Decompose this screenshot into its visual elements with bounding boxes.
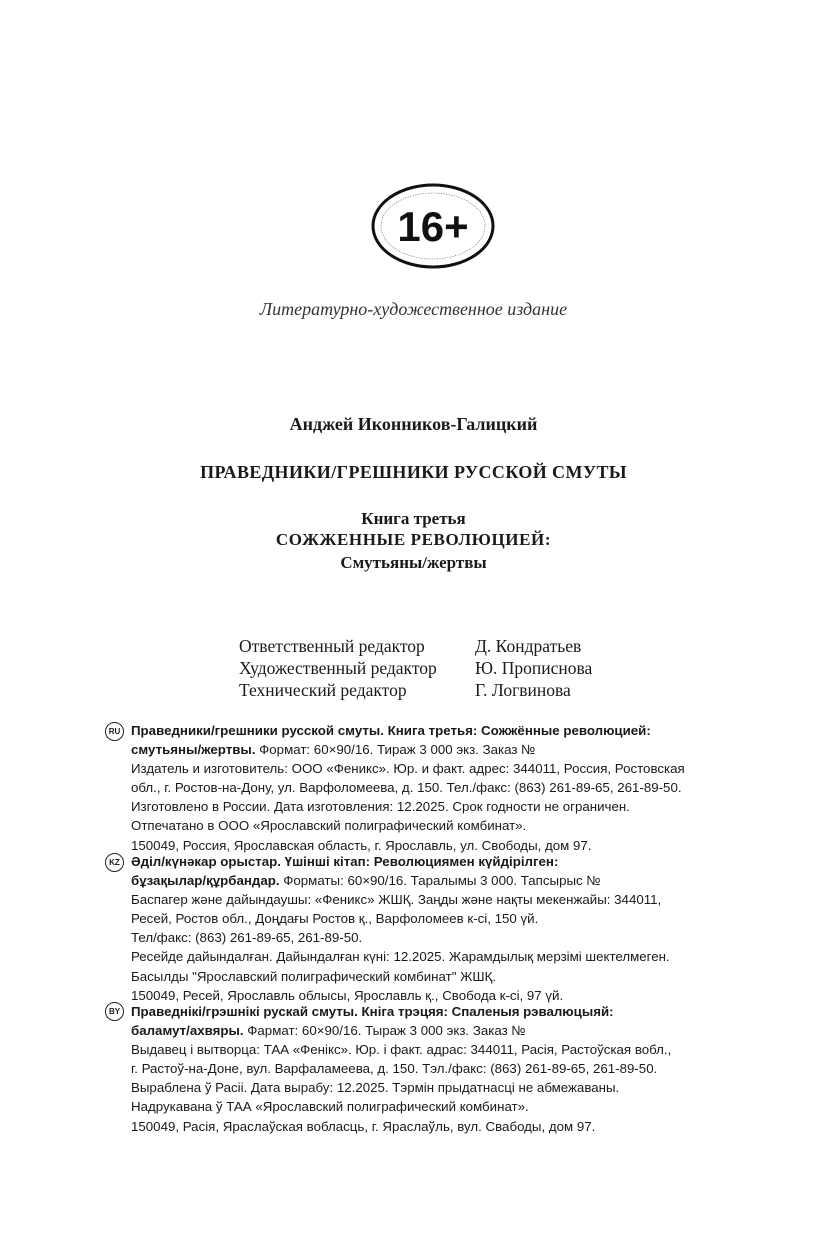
imprint-line: 150049, Россия, Ярославская область, г. Ярославль, ул. Свободы, дом 97.: [131, 837, 592, 853]
imprint-ru: [131, 721, 731, 855]
language-badge-ru: RU: [105, 722, 124, 741]
imprint-title-cont: бұзақылар/құрбандар.: [131, 873, 280, 889]
imprint-line: 150049, Ресей, Ярославль облысы, Ярославль қ., Свобода к-сі, 97 үй.: [131, 987, 564, 1003]
editor-row: [239, 679, 592, 701]
imprint-format: Формат: 60×90/16. Тираж 3 000 экз. Заказ №: [255, 742, 536, 758]
imprint-line: Басылды "Ярославский полиграфический комбинат" ЖШҚ.: [131, 968, 497, 984]
editor-row: [239, 657, 592, 679]
imprint-by: [131, 1002, 731, 1136]
imprint-line: Надрукавана ў ТАА «Ярославский полиграфический комбинат».: [131, 1099, 529, 1115]
series-title: ПРАВЕДНИКИ/ГРЕШНИКИ РУССКОЙ СМУТЫ: [200, 462, 627, 482]
imprint-line: Баспагер және дайындаушы: «Феникс» ЖШҚ. Заңды және нақты мекенжайы: 344011,: [131, 892, 662, 908]
age-rating-label: 16+: [397, 203, 469, 250]
imprint-title: Праведники/грешники русской смуты. Книга третья: Сожжённые революцией:: [131, 723, 651, 738]
imprint-line: Изготовлено в России. Дата изготовления: 12.2025. Срок годности не ограничен.: [131, 799, 630, 815]
imprint-title-cont: смутьяны/жертвы.: [131, 742, 256, 758]
language-badge-by: BY: [105, 1002, 124, 1021]
imprint-line: Ресейде дайындалған. Дайындалған күні: 12.2025. Жарамдылық мерзімі шектелмеген.: [131, 949, 670, 965]
editor-row: [239, 635, 592, 657]
imprint-kz: [131, 852, 731, 1005]
imprint-line: Тел/факс: (863) 261-89-65, 261-89-50.: [131, 930, 363, 946]
book-subtitle: Смутьяны/жертвы: [340, 553, 487, 572]
editor-role: Технический редактор: [239, 680, 407, 700]
imprint-line: 150049, Расія, Яраслаўская вобласць, г. Яраслаўль, вул. Свабоды, дом 97.: [131, 1118, 596, 1134]
imprint-line: обл., г. Ростов-на-Дону, ул. Варфоломеева, д. 150. Тел./факс: (863) 261-89-65, 261-89-50.: [131, 780, 682, 796]
imprint-title: Праведнікі/грэшнікі рускай смуты. Кніга трэцяя: Спаленыя рэвалюцыяй:: [131, 1004, 614, 1019]
imprint-format: Фармат: 60×90/16. Тыраж 3 000 экз. Заказ №: [243, 1023, 526, 1039]
imprint-line: Издатель и изготовитель: ООО «Феникс». Юр. и факт. адрес: 344011, Россия, Ростовская: [131, 761, 685, 777]
editor-name: Ю. Прописнова: [475, 658, 593, 678]
editor-name: Д. Кондратьев: [475, 636, 582, 656]
imprint-title-cont: баламут/ахвяры.: [131, 1023, 244, 1039]
author-name: Анджей Иконников-Галицкий: [289, 414, 538, 434]
age-rating-badge: [371, 183, 495, 269]
editor-role: Ответственный редактор: [239, 636, 425, 656]
imprint-line: г. Растоў-на-Доне, вул. Варфаламеева, д. 150. Тэл./факс: (863) 261-89-65, 261-89-50.: [131, 1061, 658, 1077]
book-title: СОЖЖЕННЫЕ РЕВОЛЮЦИЕЙ:: [275, 530, 552, 549]
language-badge-kz: KZ: [105, 853, 124, 872]
edition-type: Литературно-художественное издание: [259, 299, 568, 319]
imprint-line: Выраблена ў Расіі. Дата вырабу: 12.2025. Тэрмін прыдатнасці не абмежаваны.: [131, 1080, 620, 1096]
imprint-format: Форматы: 60×90/16. Таралымы 3 000. Тапсырыс №: [279, 873, 601, 889]
imprint-title: Әділ/күнәкар орыстар. Үшінші кітап: Революциямен күйдірілген:: [131, 854, 559, 869]
editor-role: Художественный редактор: [239, 658, 437, 678]
imprint-line: Выдавец і вытворца: ТАА «Фенікс». Юр. і факт. адрас: 344011, Расія, Растоўская вобл.,: [131, 1042, 672, 1058]
book-number: Книга третья: [361, 509, 466, 528]
imprint-line: Отпечатано в ООО «Ярославский полиграфический комбинат».: [131, 818, 527, 834]
imprint-line: Ресей, Ростов обл., Доңдағы Ростов қ., Варфоломеев к-сі, 150 үй.: [131, 911, 539, 927]
editors-list: [239, 635, 592, 701]
editor-name: Г. Логвинова: [475, 680, 571, 700]
